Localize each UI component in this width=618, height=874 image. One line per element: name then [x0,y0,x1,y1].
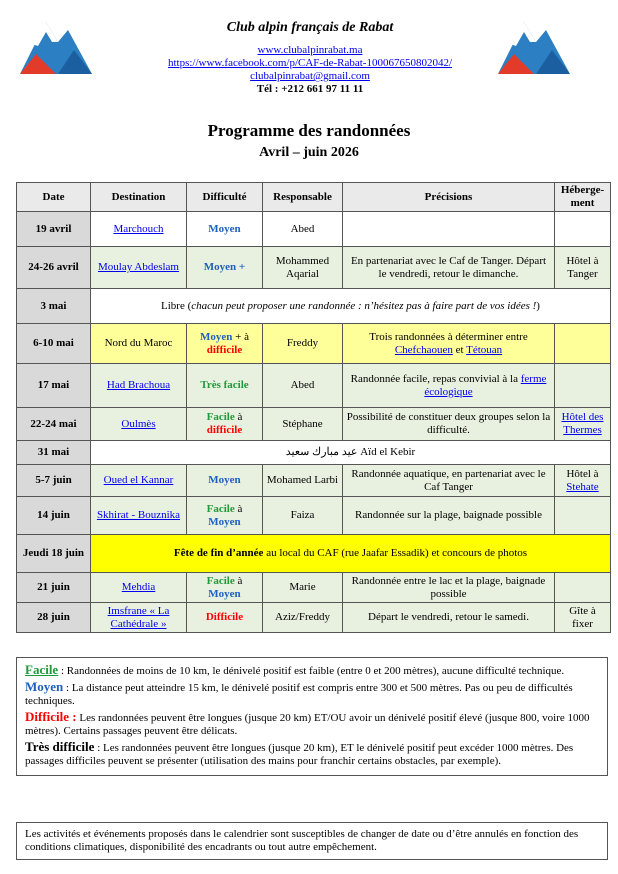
row-date: 14 juin [17,497,91,535]
details: Possibilité de constituer deux groupes selon la difficulté. [343,408,555,441]
destination-link[interactable]: Oulmès [121,417,156,430]
responsible: Faiza [263,497,343,535]
details: Randonnée sur la plage, baignade possible [343,497,555,535]
disclaimer: Les activités et événements proposés dans le calendrier sont susceptibles de changer de date ou d’être annulés en fonction des conditions climatiques, disponibilité des encadrants ou tout autre empêchement. [16,822,608,860]
row-date: 19 avril [17,212,91,247]
party-note: Fête de fin d’année au local du CAF (rue Jaafar Essadik) et concours de photos [91,535,611,573]
phone: Tél : +212 661 97 11 11 [256,83,364,95]
difficulty: Moyen [208,474,241,486]
lodging: Hôtel à Stehate [555,465,611,497]
col-header-details: Précisions [343,183,555,212]
destination-link[interactable]: Had Brachoua [106,379,171,391]
row-date: 6-10 mai [17,324,91,364]
table-row [17,212,611,247]
destination-link[interactable]: Marchouch [113,222,164,235]
row-date: 21 juin [17,573,91,603]
legend-facile: Facile : Randonnées de moins de 10 km, le dénivelé positif est faible (entre 0 et 200 mètres), aucune difficulté technique. [25,662,565,677]
row-date: 31 mai [17,441,91,465]
details [343,212,555,247]
holiday-note: عيد مبارك سعيد Aïd el Kebir [91,441,611,465]
responsible: Abed [263,364,343,408]
responsible: Freddy [263,324,343,364]
difficulty-legend [16,657,608,776]
responsible: Marie [263,573,343,603]
table-row [17,603,611,633]
destination-link[interactable]: Oued el Kannar [103,474,174,486]
farm-link[interactable]: ferme écologique [424,372,547,398]
responsible: Aziz/Freddy [263,603,343,633]
difficulty: Difficile [205,611,244,623]
table-row [17,573,611,603]
destination-link[interactable]: Mehdia [121,581,156,593]
email-link[interactable]: clubalpinrabat@gmail.com [250,70,370,82]
table-header-row [17,183,611,212]
row-date: 28 juin [17,603,91,633]
difficulty: Facile à Moyen [187,573,263,603]
row-date: 17 mai [17,364,91,408]
details: Trois randonnées à déterminer entre Chefchaouen et Tétouan [343,324,555,364]
club-name: Club alpin français de Rabat [226,20,394,35]
col-header-lodging: Héberge-ment [555,183,611,212]
difficulty: Très facile [200,379,249,391]
website-link[interactable]: www.clubalpinrabat.ma [257,44,363,56]
program-table [16,182,611,633]
details: Randonnée aquatique, en partenariat avec le Caf Tanger [343,465,555,497]
responsible: Abed [263,212,343,247]
facebook-link[interactable]: https://www.facebook.com/p/CAF-de-Rabat-100067650802042/ [167,57,453,69]
chefchaouen-link[interactable]: Chefchaouen [394,343,453,356]
col-header-destination: Destination [91,183,187,212]
lodging: Hôtel à Tanger [555,247,611,289]
row-date: 3 mai [17,289,91,324]
table-row [17,408,611,441]
lodging [555,212,611,247]
row-date: Jeudi 18 juin [17,535,91,573]
row-date: 22-24 mai [17,408,91,441]
details: Randonnée facile, repas convivial à la ferme écologique [343,364,555,408]
lodging [555,364,611,408]
difficulty: Moyen [208,222,241,235]
row-date: 24-26 avril [17,247,91,289]
tetouan-link[interactable]: Tétouan [466,343,503,356]
legend-difficile: Difficile : Les randonnées peuvent être longues (jusque 20 km) ET/OU avoir un dénivelé positif élevé (jusque 800, voire 1000 mètres). Certains passages peuvent être délicats. [25,709,590,737]
destination-link[interactable]: Moulay Abdeslam [98,261,179,273]
responsible: Mohammed Aqarial [263,247,343,289]
details: En partenariat avec le Caf de Tanger. Départ le vendredi, retour le dimanche. [343,247,555,289]
lodging-link[interactable]: Hôtel des Thermes [561,411,604,436]
row-date: 5-7 juin [17,465,91,497]
letterhead [130,20,490,96]
club-logo-right [496,14,572,80]
responsible: Mohamed Larbi [263,465,343,497]
legend-tres-difficile: Très difficile : Les randonnées peuvent être longues (jusque 20 km), ET le dénivelé positif peut excéder 1000 mètres. Des passages difficiles peuvent se présenter (utilisation des mains pour franchir certains obstacles, par exemple). [25,739,574,767]
lodging [555,497,611,535]
difficulty: Moyen + à difficile [187,324,263,364]
lodging [555,573,611,603]
page-subtitle: Avril – juin 2026 [259,145,359,160]
table-row [17,289,611,324]
legend-moyen: Moyen : La distance peut atteindre 15 km, le dénivelé positif est compris entre 300 et 500 mètres. Pas ou peu de difficultés techniques. [25,679,573,707]
table-row [17,324,611,364]
table-row [17,364,611,408]
page-title: Programme des randonnées [207,121,411,140]
difficulty: Moyen + [203,261,246,273]
responsible: Stéphane [263,408,343,441]
difficulty: Facile à difficile [187,408,263,441]
table-row [17,247,611,289]
lodging [555,324,611,364]
details: Départ le vendredi, retour le samedi. [343,603,555,633]
table-row [17,441,611,465]
destination: Nord du Maroc [91,324,187,364]
col-header-date: Date [17,183,91,212]
col-header-difficulty: Difficulté [187,183,263,212]
stehate-link[interactable]: Stehate [566,480,599,493]
destination-link[interactable]: Imsfrane « La Cathédrale » [107,604,170,630]
col-header-responsible: Responsable [263,183,343,212]
difficulty: Facile à Moyen [187,497,263,535]
free-day-note: Libre (chacun peut proposer une randonnée : n’hésitez pas à faire part de vos idées !) [91,289,611,324]
table-row [17,535,611,573]
table-row [17,497,611,535]
destination-link[interactable]: Skhirat - Bouznika [96,509,181,521]
club-logo-left [18,14,94,80]
table-row [17,465,611,497]
lodging: Gîte à fixer [555,603,611,633]
details: Randonnée entre le lac et la plage, baignade possible [343,573,555,603]
